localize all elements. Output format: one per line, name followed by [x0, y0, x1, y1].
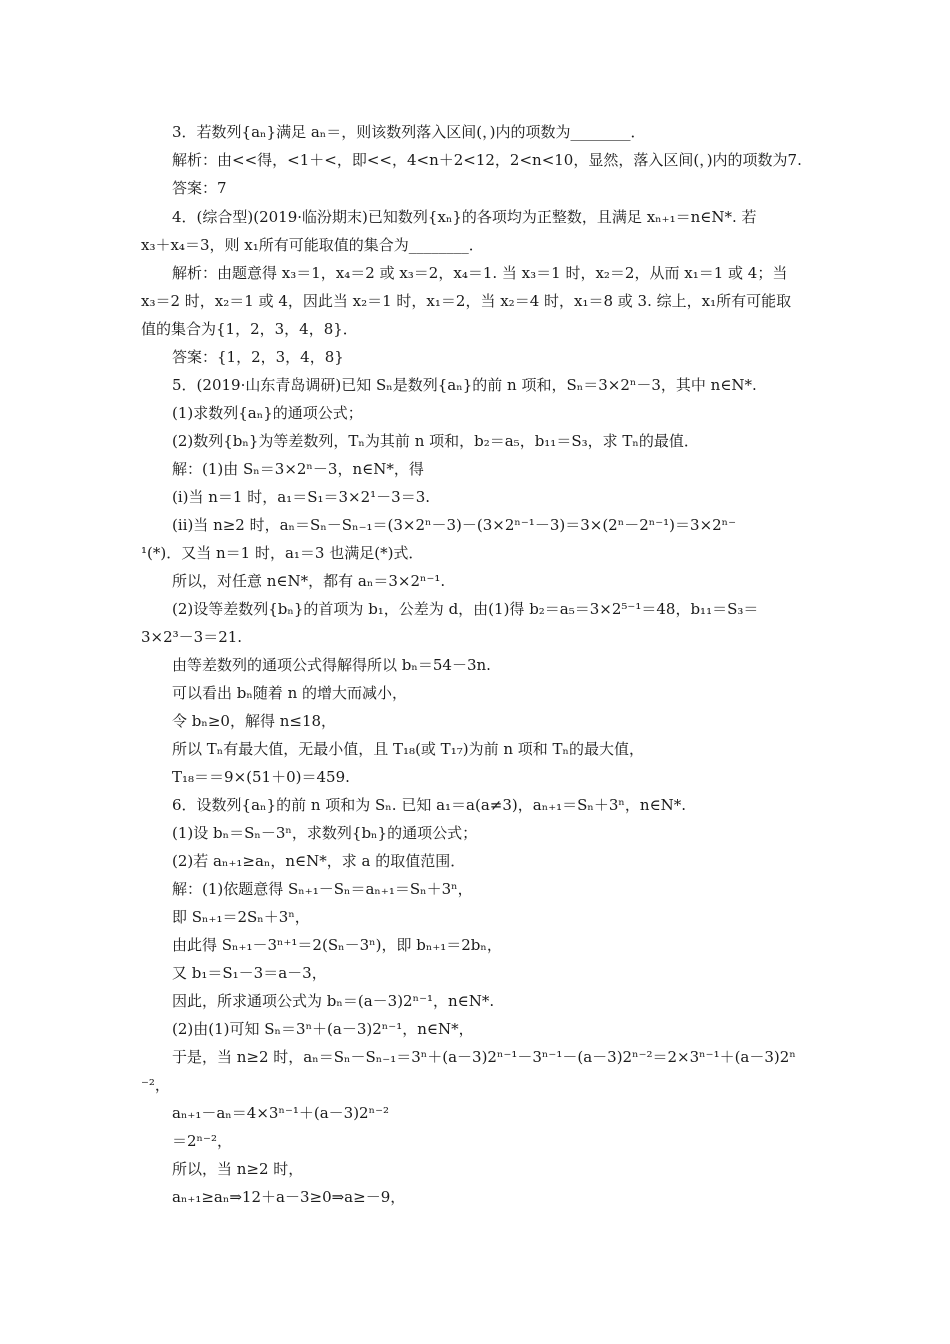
problem-6-solution-line: aₙ₊₁≥aₙ⇒12＋a－3≥0⇒a≥－9， [172, 1188, 406, 1206]
problem-5-solution-line: (2)设等差数列{bₙ}的首项为 b₁，公差为 d，由(1)得 b₂＝a₅＝3×2⁵⁻¹＝48，b₁₁＝S₃＝ [172, 600, 759, 618]
problem-5-solution-line: (ⅰ)当 n＝1 时，a₁＝S₁＝3×2¹－3＝3. [172, 488, 431, 506]
problem-4-analysis-cont: x₃＝2 时，x₂＝1 或 4，因此当 x₂＝1 时，x₁＝2，当 x₂＝4 时，x₁＝8 或 3. 综上，x₁所有可能取 [141, 292, 792, 310]
problem-6-solution-line: 又 b₁＝S₁－3＝a－3， [172, 964, 327, 982]
problem-4-statement: 4．(综合型)(2019·临汾期末)已知数列{xₙ}的各项均为正整数，且满足 xₙ₊₁＝n∈N*. 若 [172, 208, 757, 226]
problem-6-part-1: (1)设 bₙ＝Sₙ－3ⁿ，求数列{bₙ}的通项公式； [172, 824, 478, 842]
problem-5-solution-line: ¹(*)．又当 n＝1 时，a₁＝3 也满足(*)式． [141, 544, 424, 562]
problem-6-solution-line: (2)由(1)可知 Sₙ＝3ⁿ＋(a－3)2ⁿ⁻¹，n∈N*， [172, 1020, 474, 1038]
problem-6-solution-line: ＝2ⁿ⁻²， [172, 1132, 232, 1150]
problem-5-solution-line: T₁₈＝＝9×(51＋0)＝459. [172, 768, 350, 786]
problem-5-solution-line: 所以，对任意 n∈N*，都有 aₙ＝3×2ⁿ⁻¹. [172, 572, 446, 590]
problem-3-statement: 3．若数列{aₙ}满足 aₙ＝，则该数列落入区间(，)内的项数为________． [172, 123, 646, 141]
problem-4-answer: 答案：{1，2，3，4，8} [172, 348, 344, 366]
problem-3-analysis: 解析：由<<得，<1＋<，即<<，4<n＋2<12，2<n<10，显然，落入区间(，)内的项数为7. [172, 151, 802, 169]
problem-6-solution-line: 于是，当 n≥2 时，aₙ＝Sₙ－Sₙ₋₁＝3ⁿ＋(a－3)2ⁿ⁻¹－3ⁿ⁻¹－(a－3)2ⁿ⁻²＝2×3ⁿ⁻¹＋(a－3)2ⁿ [172, 1048, 796, 1066]
problem-5-solution-line: (ⅱ)当 n≥2 时，aₙ＝Sₙ－Sₙ₋₁＝(3×2ⁿ－3)－(3×2ⁿ⁻¹－3)＝3×(2ⁿ－2ⁿ⁻¹)＝3×2ⁿ⁻ [172, 516, 737, 534]
problem-5-solution-line: 所以 Tₙ有最大值，无最小值，且 T₁₈(或 T₁₇)为前 n 项和 Tₙ的最大值， [172, 740, 645, 758]
problem-3-answer: 答案：7 [172, 179, 227, 197]
problem-5-part-2: (2)数列{bₙ}为等差数列，Tₙ为其前 n 项和，b₂＝a₅，b₁₁＝S₃，求 Tₙ的最值． [172, 432, 699, 450]
problem-6-solution-line: 因此，所求通项公式为 bₙ＝(a－3)2ⁿ⁻¹，n∈N*. [172, 992, 495, 1010]
problem-5-solution-line: 可以看出 bₙ随着 n 的增大而减小， [172, 684, 408, 702]
problem-5-solution-line: 令 bₙ≥0，解得 n≤18， [172, 712, 337, 730]
problem-6-solution-line: 即 Sₙ₊₁＝2Sₙ＋3ⁿ， [172, 908, 310, 926]
problem-6-solution: 解：(1)依题意得 Sₙ₊₁－Sₙ＝aₙ₊₁＝Sₙ＋3ⁿ， [172, 880, 473, 898]
problem-6-part-2: (2)若 aₙ₊₁≥aₙ，n∈N*，求 a 的取值范围． [172, 852, 466, 870]
problem-5-solution: 解：(1)由 Sₙ＝3×2ⁿ－3，n∈N*，得 [172, 460, 424, 478]
problem-5-solution-line: 3×2³－3＝21. [141, 628, 243, 646]
problem-4-statement-cont: x₃＋x₄＝3，则 x₁所有可能取值的集合为________． [141, 236, 484, 254]
problem-6-solution-line: 所以，当 n≥2 时， [172, 1160, 304, 1178]
problem-6-statement: 6．设数列{aₙ}的前 n 项和为 Sₙ. 已知 a₁＝a(a≠3)，aₙ₊₁＝Sₙ＋3ⁿ，n∈N*. [172, 796, 687, 814]
problem-6-solution-line: ⁻²， [141, 1076, 170, 1094]
problem-4-analysis-cont: 值的集合为{1，2，3，4，8}． [141, 320, 358, 338]
problem-4-analysis: 解析：由题意得 x₃＝1，x₄＝2 或 x₃＝2，x₄＝1. 当 x₃＝1 时，x₂＝2，从而 x₁＝1 或 4；当 [172, 264, 788, 282]
problem-5-statement: 5．(2019·山东青岛调研)已知 Sₙ是数列{aₙ}的前 n 项和，Sₙ＝3×2ⁿ－3，其中 n∈N*. [172, 376, 757, 394]
problem-5-part-1: (1)求数列{aₙ}的通项公式； [172, 404, 363, 422]
problem-6-solution-line: aₙ₊₁－aₙ＝4×3ⁿ⁻¹＋(a－3)2ⁿ⁻² [172, 1104, 390, 1122]
problem-5-solution-line: 由等差数列的通项公式得解得所以 bₙ＝54－3n. [172, 656, 491, 674]
problem-6-solution-line: 由此得 Sₙ₊₁－3ⁿ⁺¹＝2(Sₙ－3ⁿ)，即 bₙ₊₁＝2bₙ， [172, 936, 502, 954]
